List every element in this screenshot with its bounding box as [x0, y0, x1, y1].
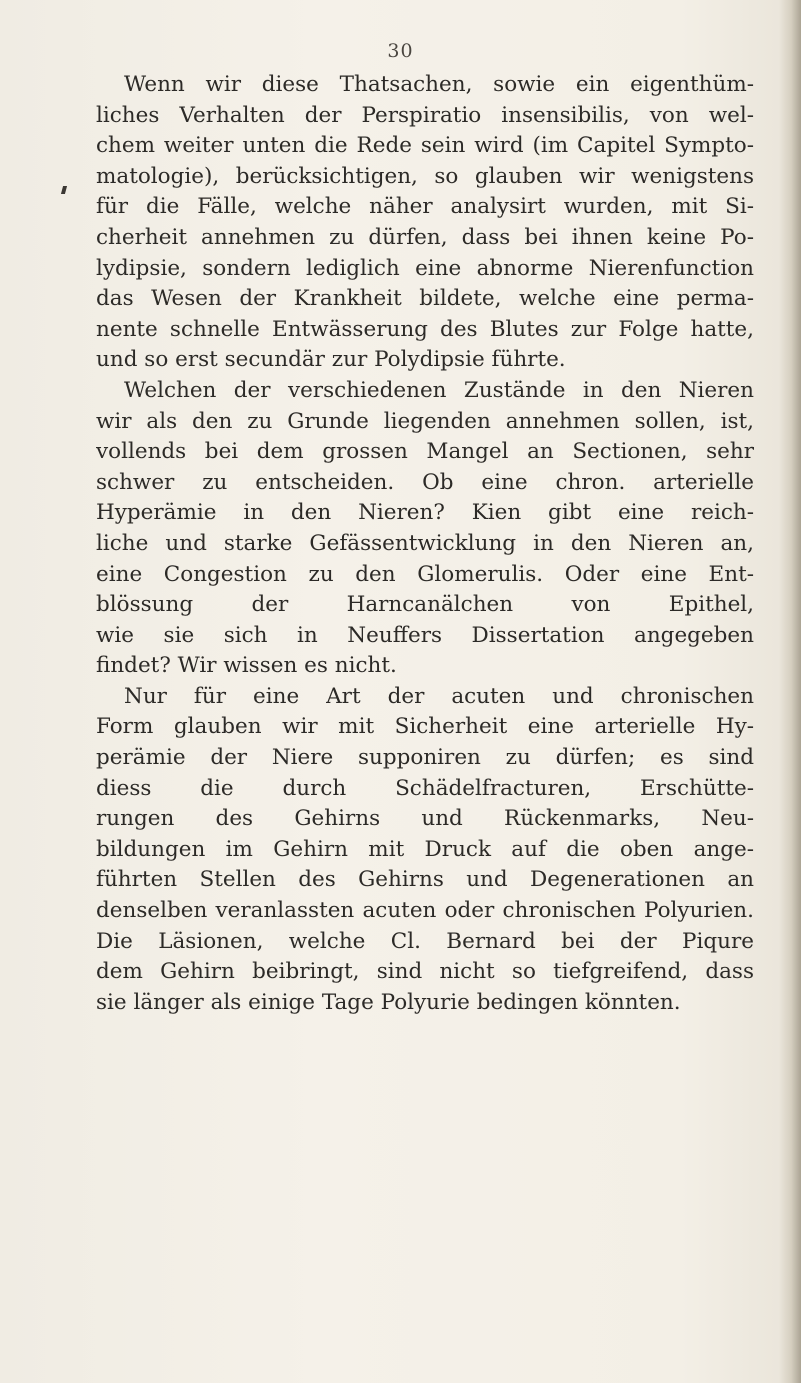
text-line: sie länger als einige Tage Polyurie bedingen könnten.: [96, 989, 681, 1015]
text-line: findet? Wir wissen es nicht.: [96, 653, 397, 679]
page-edge-shadow: [779, 0, 801, 1383]
text-line: diess die durch Schädelfracturen, Erschütte-: [96, 775, 754, 801]
text-line: schwer zu entscheiden. Ob eine chron. arterielle: [96, 469, 754, 495]
text-line: vollends bei dem grossen Mangel an Sectionen, sehr: [96, 439, 754, 465]
text-line: wie sie sich in Neuffers Dissertation angegeben: [96, 622, 754, 648]
text-line: denselben veranlassten acuten oder chronischen Polyurien.: [96, 898, 754, 924]
text-line: rungen des Gehirns und Rückenmarks, Neu-: [96, 806, 754, 832]
text-line: blössung der Harncanälchen von Epithel,: [96, 592, 754, 618]
text-line: das Wesen der Krankheit bildete, welche eine perma-: [96, 286, 754, 312]
margin-mark: [61, 186, 67, 194]
body-text: [96, 70, 754, 1018]
text-line: chem weiter unten die Rede sein wird (im Capitel Sympto-: [96, 133, 754, 159]
text-line: wir als den zu Grunde liegenden annehmen sollen, ist,: [96, 408, 754, 434]
text-line: Hyperämie in den Nieren? Kien gibt eine reich-: [96, 500, 754, 526]
text-line: Form glauben wir mit Sicherheit eine arterielle Hy-: [96, 714, 754, 740]
text-line: cherheit annehmen zu dürfen, dass bei ihnen keine Po-: [96, 224, 754, 250]
text-line: Welchen der verschiedenen Zustände in den Nieren: [124, 377, 754, 403]
text-line: bildungen im Gehirn mit Druck auf die oben ange-: [96, 836, 754, 862]
text-line: matologie), berücksichtigen, so glauben wir wenigstens: [96, 163, 754, 189]
text-line: Die Läsionen, welche Cl. Bernard bei der Piqure: [96, 928, 754, 954]
page-number: 30: [387, 40, 414, 62]
text-line: führten Stellen des Gehirns und Degenerationen an: [96, 867, 754, 893]
text-line: liche und starke Gefässentwicklung in den Nieren an,: [96, 530, 754, 556]
text-line: dem Gehirn beibringt, sind nicht so tiefgreifend, dass: [96, 959, 754, 985]
text-line: perämie der Niere supponiren zu dürfen; es sind: [96, 745, 754, 771]
text-line: nente schnelle Entwässerung des Blutes zur Folge hatte,: [96, 316, 754, 342]
text-line: und so erst secundär zur Polydipsie führte.: [96, 347, 566, 373]
text-line: für die Fälle, welche näher analysirt wurden, mit Si-: [96, 194, 754, 220]
text-line: liches Verhalten der Perspiratio insensibilis, von wel-: [96, 102, 754, 128]
text-line: Nur für eine Art der acuten und chronischen: [124, 683, 754, 709]
text-line: Wenn wir diese Thatsachen, sowie ein eigenthüm-: [124, 72, 754, 97]
text-line: eine Congestion zu den Glomerulis. Oder eine Ent-: [96, 561, 754, 587]
text-line: lydipsie, sondern lediglich eine abnorme Nierenfunction: [96, 255, 754, 281]
